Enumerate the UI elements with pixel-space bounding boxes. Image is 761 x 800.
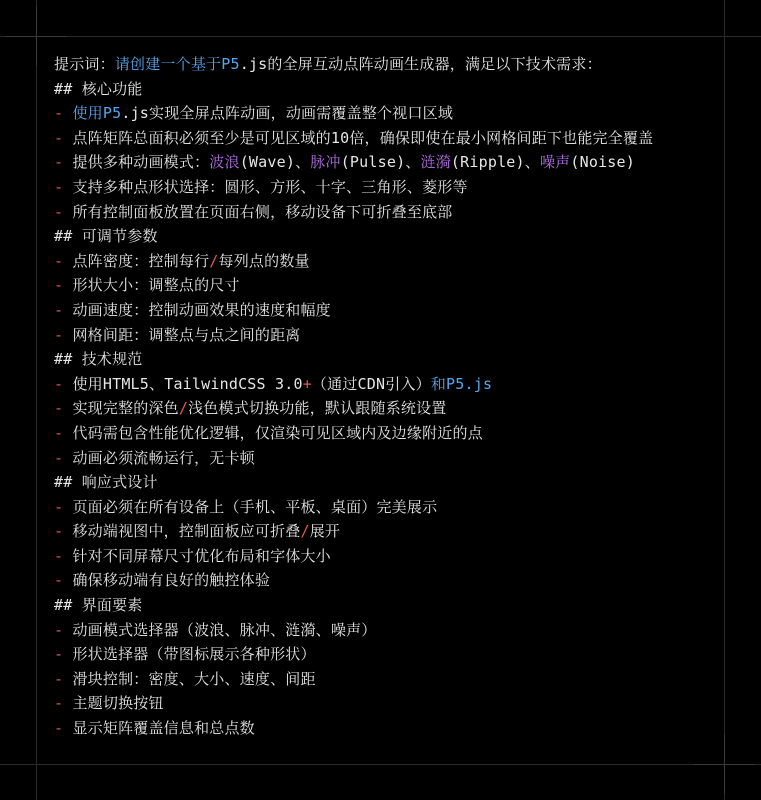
corner-crosshair-bottom-right: [694, 734, 754, 794]
text-run: 代码需包含性能优化逻辑，仅渲染可见区域内及边缘附近的点: [72, 423, 483, 442]
section-heading: [54, 347, 734, 372]
bullet-item: [54, 618, 734, 643]
bullet-item: [54, 691, 734, 716]
frame-line-top: [0, 36, 761, 37]
frame-line-left: [36, 0, 37, 800]
text-run: 实现完整的深色: [72, 399, 179, 418]
text-run: 点阵矩阵总面积必须至少是可见区域的10倍，确保即使在最小网格间距下也能完全覆盖: [72, 128, 654, 147]
text-run: 和P5.js: [430, 374, 493, 393]
text-run: 展开: [309, 522, 341, 541]
text-run: 主题切换按钮: [72, 694, 164, 713]
bullet-dash: -: [54, 719, 73, 738]
bullet-dash: -: [54, 399, 73, 418]
text-run: 移动端视图中，控制面板应可折叠: [72, 522, 301, 541]
bullet-item: [54, 101, 734, 126]
bullet-item: [54, 495, 734, 520]
bullet-dash: -: [54, 423, 73, 442]
bullet-item: [54, 175, 734, 200]
bullet-dash: -: [54, 202, 73, 221]
bullet-item: [54, 372, 734, 397]
text-run: 脉冲: [310, 153, 341, 172]
text-run: (Pulse)、: [340, 153, 421, 172]
bullet-dash: -: [54, 300, 73, 319]
text-run: (Noise): [570, 153, 635, 172]
bullet-item: [54, 519, 734, 544]
text-run: ## 响应式设计: [54, 473, 158, 492]
text-run: 显示矩阵覆盖信息和总点数: [72, 719, 255, 738]
bullet-dash: -: [54, 251, 73, 270]
bullet-dash: -: [54, 546, 73, 565]
text-run: 动画模式选择器（波浪、脉冲、涟漪、噪声）: [72, 620, 377, 639]
text-run: .js的全屏互动点阵动画生成器，满足以下技术需求：: [239, 55, 602, 73]
bullet-dash: -: [54, 645, 73, 664]
bullet-item: [54, 298, 734, 323]
text-run: 形状大小：调整点的尺寸: [72, 276, 240, 295]
bullet-dash: -: [54, 571, 73, 590]
section-heading: [54, 77, 734, 102]
bullet-dash: -: [54, 276, 73, 295]
bullet-dash: -: [54, 694, 73, 713]
text-run: .js实现全屏点阵动画，动画需覆盖整个视口区域: [121, 104, 454, 123]
text-run: 页面必须在所有设备上（手机、平板、桌面）完美展示: [72, 497, 438, 516]
bullet-dash: -: [54, 128, 73, 147]
text-run: 提示词：: [54, 55, 115, 73]
bullet-dash: -: [54, 669, 73, 688]
text-run: （通过CDN引入）: [311, 374, 431, 393]
text-run: 针对不同屏幕尺寸优化布局和字体大小: [72, 546, 331, 565]
text-run: 点阵密度：控制每行: [72, 251, 210, 270]
bullet-item: [54, 249, 734, 274]
text-run: 滑块控制：密度、大小、速度、间距: [72, 669, 316, 688]
text-run: /: [178, 399, 189, 418]
text-run: 支持多种点形状选择：圆形、方形、十字、三角形、菱形等: [72, 177, 468, 196]
text-run: (Ripple)、: [450, 153, 540, 172]
bullet-item: [54, 200, 734, 225]
text-run: 网格间距：调整点与点之间的距离: [72, 325, 301, 344]
prompt-document: [54, 52, 734, 741]
section-heading: [54, 470, 734, 495]
bullet-item: [54, 716, 734, 741]
bullet-item: [54, 150, 734, 175]
bullet-dash: -: [54, 522, 73, 541]
text-run: 波浪: [209, 153, 240, 172]
text-run: 确保移动端有良好的触控体验: [72, 571, 271, 590]
text-run: ## 核心功能: [54, 79, 143, 98]
text-run: ## 界面要素: [54, 596, 143, 615]
text-run: 浅色模式切换功能，默认跟随系统设置: [188, 399, 447, 418]
bullet-item: [54, 568, 734, 593]
bullet-item: [54, 544, 734, 569]
bullet-dash: -: [54, 448, 73, 467]
text-run: 每列点的数量: [218, 251, 310, 270]
bullet-item: [54, 396, 734, 421]
section-heading: [54, 593, 734, 618]
prompt-intro: [54, 52, 734, 77]
bullet-item: [54, 126, 734, 151]
bullet-dash: -: [54, 153, 73, 172]
bullet-dash: -: [54, 374, 73, 393]
text-run: ## 技术规范: [54, 350, 143, 369]
text-run: 动画速度：控制动画效果的速度和幅度: [72, 300, 331, 319]
text-run: 提供多种动画模式：: [72, 153, 210, 172]
bullet-dash: -: [54, 497, 73, 516]
bullet-item: [54, 273, 734, 298]
bullet-item: [54, 446, 734, 471]
text-run: ## 可调节参数: [54, 227, 158, 246]
bullet-item: [54, 667, 734, 692]
text-run: 涟漪: [420, 153, 451, 172]
text-run: +: [302, 374, 312, 393]
bullet-dash: -: [54, 104, 73, 123]
text-run: (Wave)、: [239, 153, 311, 172]
text-run: 噪声: [539, 153, 571, 172]
text-run: 使用P5: [72, 104, 122, 123]
section-heading: [54, 224, 734, 249]
frame-line-bottom: [0, 764, 761, 765]
text-run: 形状选择器（带图标展示各种形状）: [72, 645, 316, 664]
bullet-dash: -: [54, 325, 73, 344]
bullet-dash: -: [54, 177, 73, 196]
text-run: 动画必须流畅运行，无卡顿: [72, 448, 255, 467]
bullet-item: [54, 421, 734, 446]
text-run: /: [209, 251, 219, 270]
text-run: /: [300, 522, 310, 541]
bullet-item: [54, 642, 734, 667]
text-run: 使用HTML5、TailwindCSS 3.0: [72, 374, 303, 393]
bullet-dash: -: [54, 620, 73, 639]
text-run: 请创建一个基于P5: [114, 55, 240, 73]
text-run: 所有控制面板放置在页面右侧，移动设备下可折叠至底部: [72, 202, 453, 221]
bullet-item: [54, 323, 734, 348]
